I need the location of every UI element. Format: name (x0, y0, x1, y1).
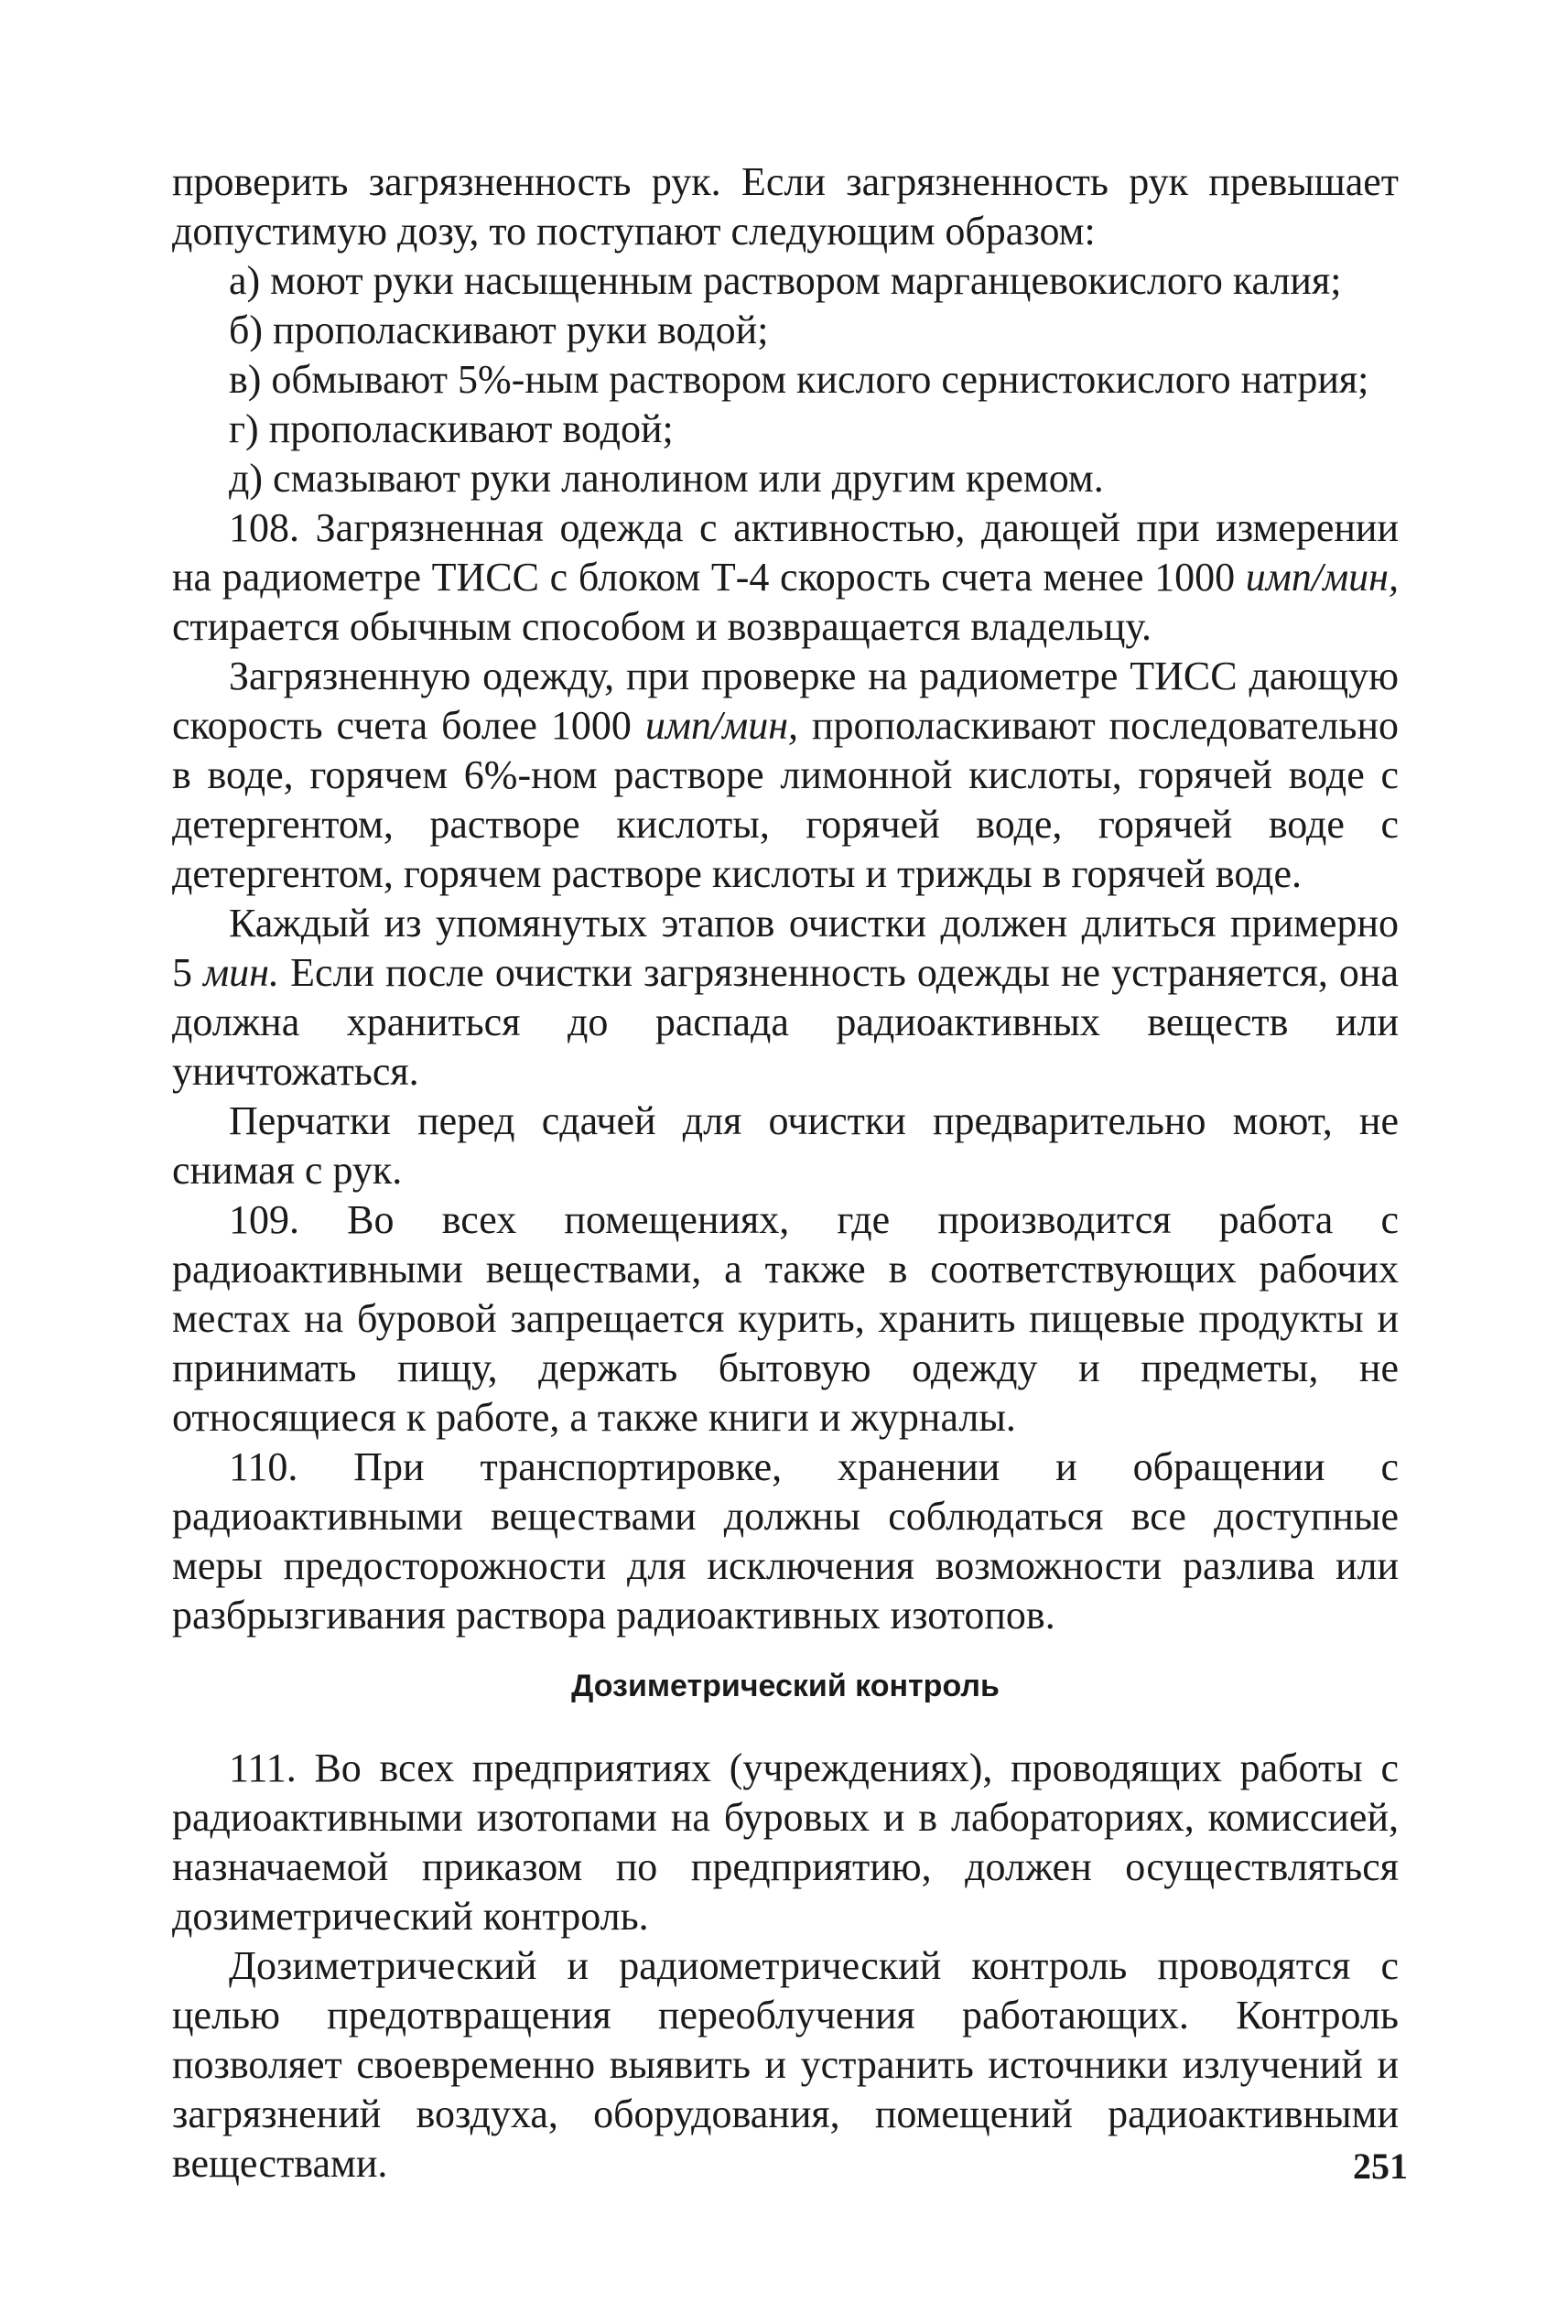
list-item-g: г) прополаскивают водой; (229, 406, 674, 451)
paragraph-110: 110. При транспортировке, хранении и обращении с радиоактивными веществами должны соблюдаться все доступные меры предосторожности для исключения возможности разлива или разбрызгивания раствора радиоактивных изотопов. (172, 1444, 1399, 1638)
list-item-a: а) моют руки насыщенным раствором марганцевокислого калия; (229, 258, 1342, 303)
section-text (172, 1744, 1399, 2189)
paragraph-clothing (172, 652, 1399, 899)
paragraph-gloves: Перчатки перед сдачей для очистки предварительно моют, не снимая с рук. (172, 1098, 1399, 1193)
unit-text: имп/мин, (644, 703, 799, 748)
paragraph-dosimetric: Дозиметрический и радиометрический контроль проводятся с целью предотвращения переоблучения работающих. Контроль позволяет своевременно выявить и устранить источники излучений и загрязнений воздуха, оборудования, помещений радиоактивными веществами. (172, 1943, 1399, 2186)
paragraph: проверить загрязненность рук. Если загрязненность рук превышает допустимую дозу, то поступают следующим образом: (172, 159, 1399, 254)
text-run: Загрязненную одежду, при проверке на радиометре ТИСС дающую скорость счета более 1000 (172, 654, 1399, 748)
list-item-v: в) обмывают 5%-ным раствором кислого сернистокислого натрия; (229, 357, 1369, 402)
unit-text: мин. (203, 950, 280, 995)
main-text (172, 157, 1399, 1640)
text-run: Если после очистки загрязненность одежды не устраняется, она должна храниться до распада радиоактивных веществ или уничтожаться. (172, 950, 1399, 1094)
list-item-d: д) смазывают руки ланолином или другим кремом. (229, 456, 1104, 501)
unit-text: имп/мин, (1245, 555, 1399, 600)
text-run: прополаскивают последовательно в воде, горячем 6%-ном растворе лимонной кислоты, горячей воде с детергентом, растворе кислоты, горячей воде, горячей воде с детергентом, горячем растворе кислоты и трижды в горячей воде. (172, 703, 1400, 896)
text-run: стирается обычным способом и возвращается владельцу. (172, 604, 1152, 649)
list-item-b: б) прополаскивают руки водой; (229, 308, 769, 352)
paragraph-111: 111. Во всех предприятиях (учреждениях), проводящих работы с радиоактивными изотопами на буровых и в лабораториях, комиссией, назначаемой приказом по предприятию, должен осуществляться дозиметрический контроль. (172, 1746, 1399, 1939)
text-run: 108. Загрязненная одежда с активностью, дающей при измерении на радиометре ТИСС с блоком Т-4 скорость счета менее 1000 (172, 505, 1399, 600)
page-number: 251 (1353, 2146, 1408, 2187)
text-run: Каждый из упомянутых этапов очистки должен длиться примерно 5 (172, 901, 1399, 995)
paragraph-108 (172, 503, 1399, 652)
paragraph-109: 109. Во всех помещениях, где производится работа с радиоактивными веществами, а также в соответствующих рабочих местах на буровой запрещается курить, хранить пищевые продукты и принимать пищу, держать бытовую одежду и предметы, не относящиеся к работе, а также книги и журналы. (172, 1197, 1399, 1440)
paragraph-cleaning-stages (172, 899, 1399, 1097)
section-heading: Дозиметрический контроль (571, 1669, 1000, 1703)
